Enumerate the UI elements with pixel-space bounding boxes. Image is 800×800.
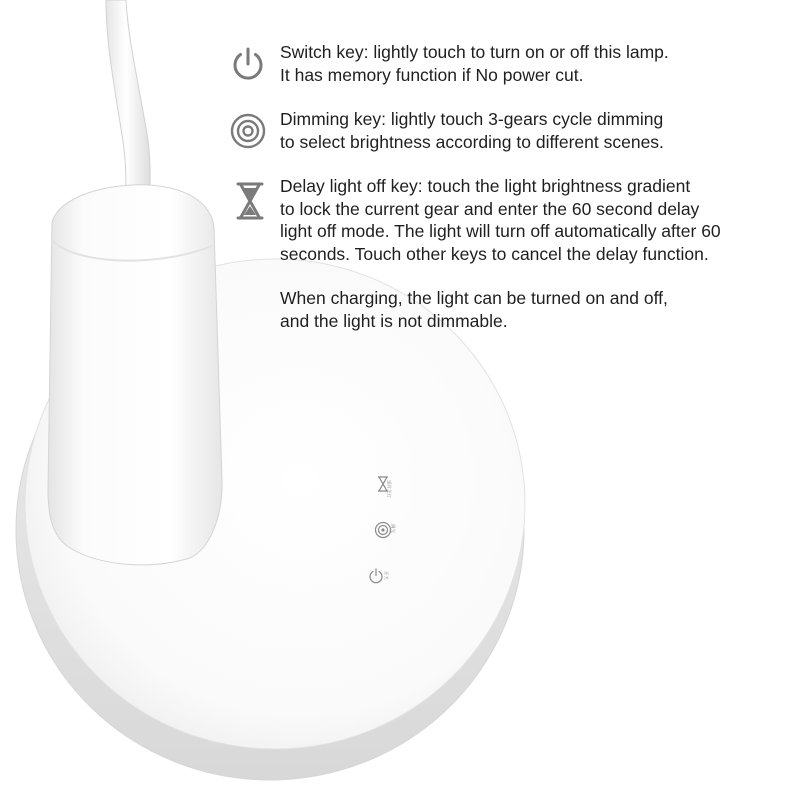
feature-switch-key: [280, 41, 669, 86]
feature-line: Switch key: lightly touch to turn on or off this lamp.: [280, 42, 669, 62]
base-power-key[interactable]: [368, 568, 384, 584]
feature-line: seconds. Touch other keys to cancel the delay function.: [280, 243, 709, 264]
power-icon: [368, 568, 384, 584]
base-power-label: 开关: [382, 571, 389, 581]
hourglass-icon: [230, 180, 270, 220]
note-line: and the light is not dimmable.: [280, 310, 508, 331]
lamp-post: [48, 185, 222, 565]
power-icon: [228, 44, 268, 84]
legend-power: [228, 44, 268, 84]
feature-line: It has memory function if No power cut.: [280, 64, 584, 85]
feature-line: Delay light off key: touch the light brightness gradient: [280, 176, 691, 196]
feature-line: light off mode. The light will turn off automatically after 60: [280, 221, 721, 241]
legend-hourglass: [230, 180, 270, 220]
base-delay-label: 延时关灯: [385, 480, 392, 499]
feature-line: Dimming key: lightly touch 3-gears cycle dimming: [280, 109, 664, 129]
feature-line: to select brightness according to different scenes.: [280, 131, 664, 152]
charging-note: [280, 287, 668, 332]
note-line: When charging, the light can be turned on and off,: [280, 288, 668, 308]
feature-dimming-key: [280, 108, 664, 153]
feature-delay-key: [280, 175, 721, 265]
base-dimming-label: 调光: [389, 524, 396, 534]
feature-line: to lock the current gear and enter the 60 second delay: [280, 198, 700, 219]
dimming-icon: [228, 111, 268, 151]
legend-dimming: [228, 111, 268, 151]
